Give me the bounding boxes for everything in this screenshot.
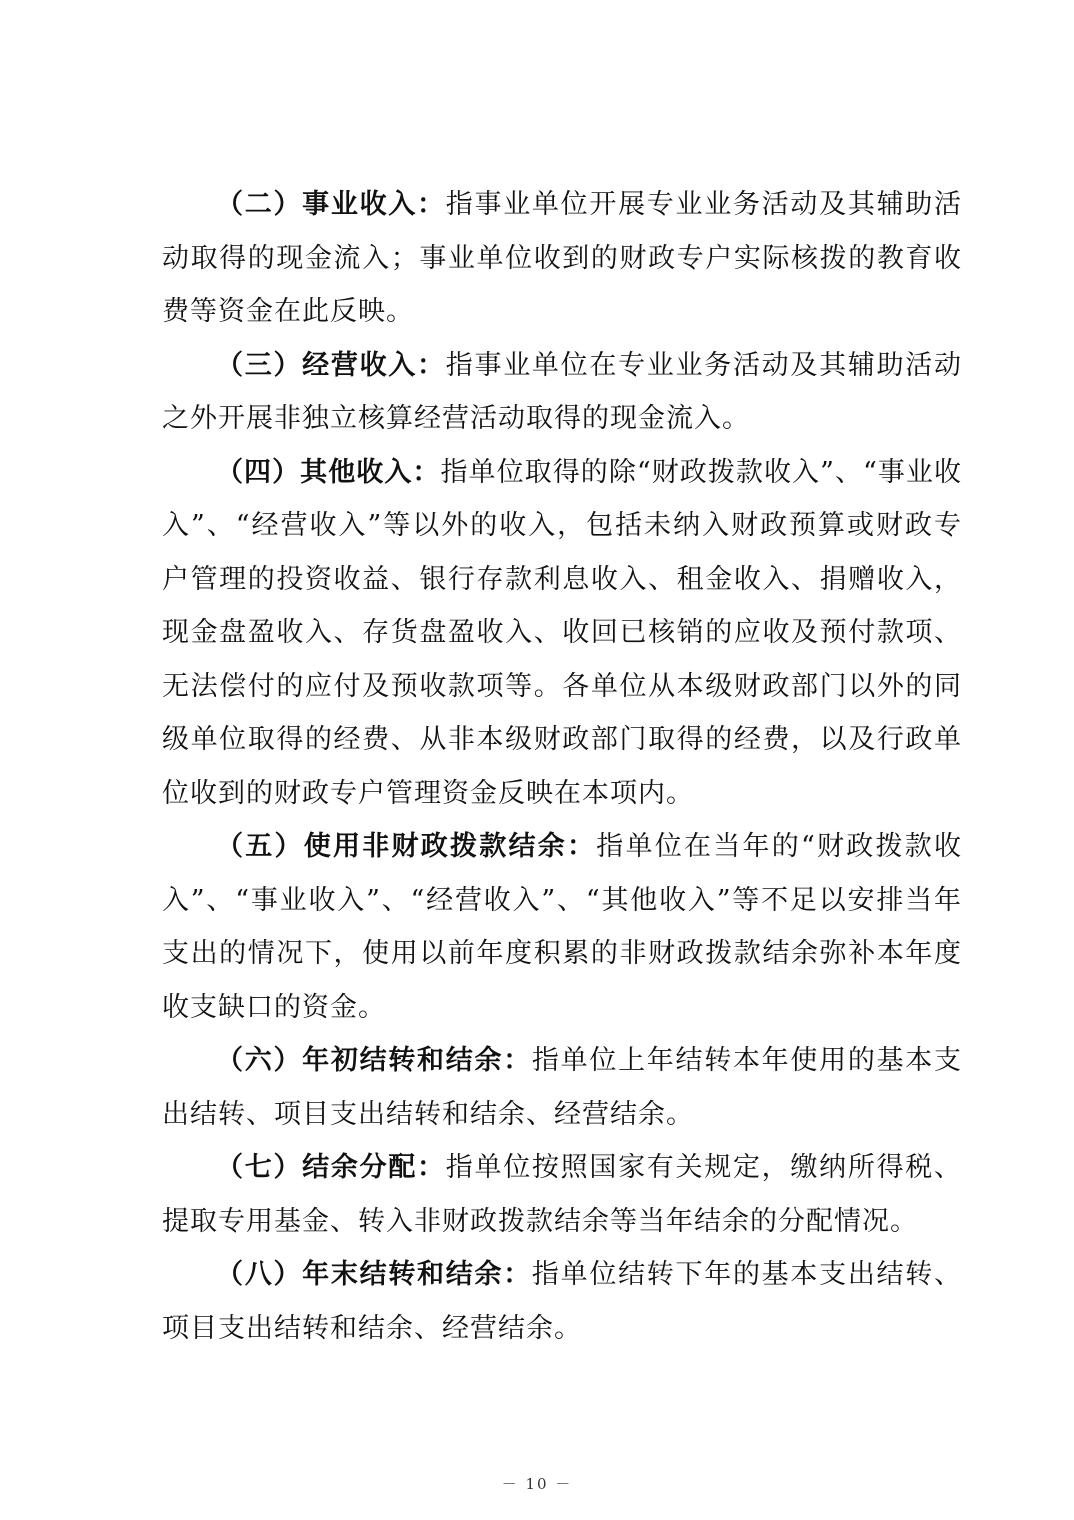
paragraph-opening-carryover — [162, 1034, 962, 1141]
paragraph-text: 指事业单位在专业业务活动及其辅助活动之外开展非独立核算经营活动取得的现金流入。 — [162, 349, 963, 434]
paragraph-text: 指事业单位开展专业业务活动及其辅助活动取得的现金流入；事业单位收到的财政专户实际核拨的教育收费等资金在此反映。 — [162, 189, 963, 327]
paragraph-heading: （四）其他收入： — [216, 456, 441, 488]
paragraph-text: 指单位在当年的“财政拨款收入”、“事业收入”、“经营收入”、“其他收入”等不足以安排当年支出的情况下，使用以前年度积累的非财政拨款结余弥补本年度收支缺口的资金。 — [162, 831, 962, 1023]
paragraph-heading: （五）使用非财政拨款结余： — [216, 831, 597, 862]
paragraph-closing-carryover — [162, 1248, 962, 1355]
paragraph-heading: （七）结余分配： — [216, 1152, 446, 1183]
paragraph-heading: （六）年初结转和结余： — [216, 1045, 532, 1076]
paragraph-heading: （三）经营收入： — [216, 349, 446, 381]
paragraph-heading: （八）年末结转和结余： — [216, 1259, 532, 1290]
paragraph-text: 指单位上年结转本年使用的基本支出结转、项目支出结转和结余、经营结余。 — [162, 1045, 963, 1130]
paragraph-heading: （二）事业收入： — [216, 189, 446, 220]
body-text — [162, 178, 962, 1355]
paragraph-other-income — [162, 446, 962, 821]
paragraph-text: 指单位取得的除“财政拨款收入”、“事业收入”、“经营收入”等以外的收入，包括未纳入财政预算或财政专户管理的投资收益、银行存款利息收入、租金收入、捐赠收入，现金盘盈收入、存货盘盈收入、收回已核销的应收及预付款项、无法偿付的应付及预收款项等。各单位从本级财政部门以外的同级单位取得的经费、从非本级财政部门取得的经费，以及行政单位收到的财政专户管理资金反映在本项内。 — [162, 456, 962, 809]
paragraph-text: 指单位结转下年的基本支出结转、项目支出结转和结余、经营结余。 — [162, 1259, 963, 1344]
page-number: － 10 － — [501, 1475, 573, 1493]
paragraph-operating-income — [162, 339, 962, 446]
paragraph-text: 指单位按照国家有关规定，缴纳所得税、提取专用基金、转入非财政拨款结余等当年结余的分配情况。 — [162, 1152, 963, 1237]
paragraph-surplus-distribution — [162, 1141, 962, 1248]
paragraph-business-income — [162, 178, 962, 339]
paragraph-non-fiscal-surplus — [162, 820, 962, 1034]
